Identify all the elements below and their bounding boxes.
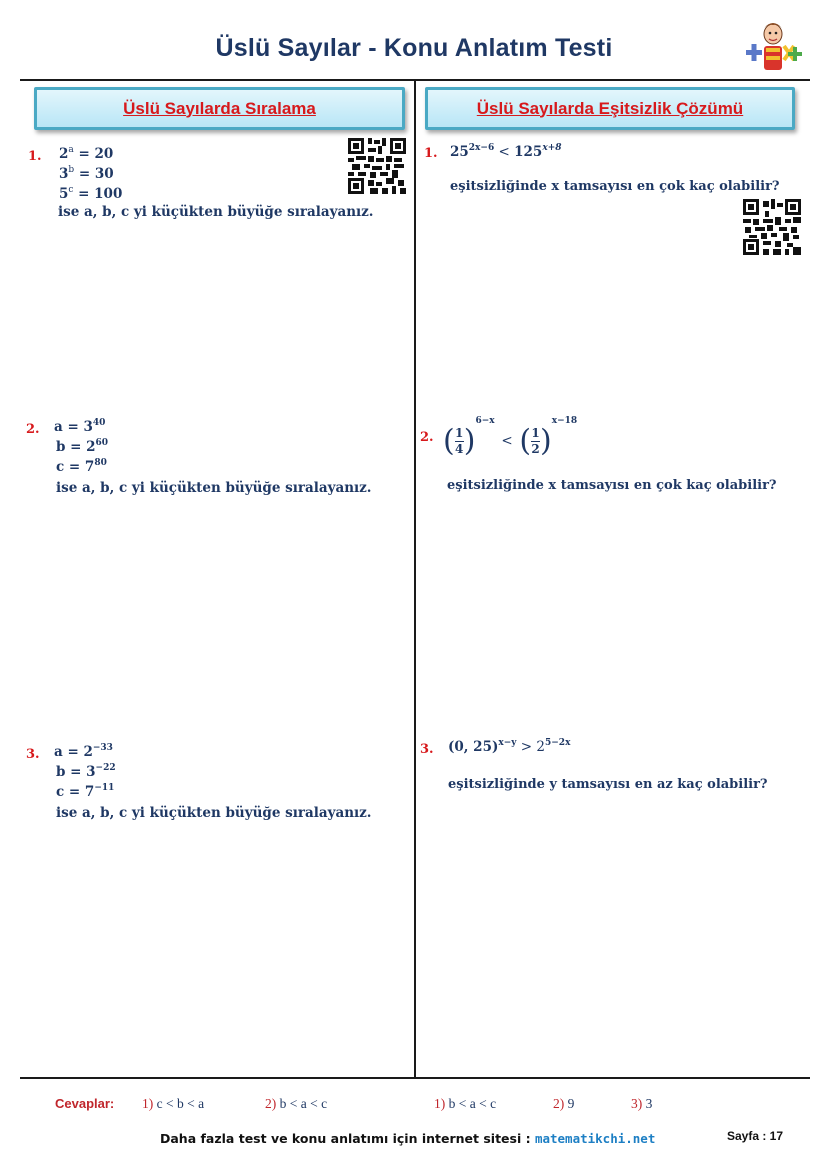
right-question-1 [424,143,824,203]
inequality-expression: ( $\frac{1}{4}$ )$^{6-x}$ < ( $\frac{1}{2}$ )$^{x-18}$ [443,416,578,459]
answers-label: Cevaplar: [55,1096,115,1111]
question-prompt: eşitsizliğinde y tamsayısı en az kaç olabilir? [448,777,768,792]
question-prompt: eşitsizliğinde x tamsayısı en çok kaç olabilir? [450,179,780,194]
right-question-3 [420,738,820,798]
qr-code-icon[interactable] [348,138,406,194]
section-banner-esitsizlik [425,87,795,130]
question-number: 2. [420,430,434,445]
question-number: 1. [28,149,42,164]
page-number: Sayfa : 17 [727,1129,784,1143]
question-number: 3. [26,747,40,762]
answer-left-2: 2) b < a < c [265,1096,328,1111]
page-title: Üslü Sayılar - Konu Anlatım Testi [215,34,613,62]
answer-right-3: 3) 3 [631,1096,653,1111]
footer-rule [20,1077,810,1079]
equation-line: $b = 2^{60}$ [56,438,109,455]
question-prompt: eşitsizliğinde x tamsayısı en çok kaç olabilir? [447,478,777,493]
question-number: 1. [424,146,438,161]
question-number: 3. [420,742,434,757]
inequality-expression: $25^{2x-6} < 125^{x+8}$ [450,143,562,160]
question-prompt: ise a, b, c yi küçükten büyüğe sıralayanız. [56,805,372,821]
equation-line: $3^b = 30$ [59,165,114,182]
site-link[interactable]: matematikchi.net [534,1131,656,1146]
right-question-2 [420,412,820,497]
answer-right-2: 2) 9 [553,1096,575,1111]
section-title: Üslü Sayılarda Sıralama [123,98,316,118]
equation-line: $a = 3^{40}$ [54,418,106,435]
footer-text: Daha fazla test ve konu anlatımı için internet sitesi : matematikchi.net [160,1131,656,1146]
left-question-3 [26,741,416,831]
equation-line: $a = 2^{-33}$ [54,743,113,760]
equation-line: $c = 7^{80}$ [56,458,107,475]
equation-line: $b = 3^{-22}$ [56,763,116,780]
inequality-expression: (0, $25)^{x-y} > 2^{5-2x}$ [448,738,571,755]
answer-right-1: 1) b < a < c [434,1096,497,1111]
equation-line: $c = 7^{-11}$ [56,783,115,800]
question-prompt: ise a, b, c yi küçükten büyüğe sıralayanız. [56,480,372,496]
qr-code-icon[interactable] [743,199,801,255]
question-prompt: ise a, b, c yi küçükten büyüğe sıralayanız. [58,204,374,220]
section-banner-siralama [34,87,405,130]
equation-line: $5^c = 100$ [59,185,123,202]
question-number: 2. [26,422,40,437]
answer-left-1: 1) c < b < a [142,1096,205,1111]
left-question-2 [26,416,416,506]
answer-key [0,1096,828,1116]
equation-line: $2^a = 20$ [59,145,114,162]
section-title: Üslü Sayılarda Eşitsizlik Çözümü [476,98,744,118]
math-mascot-icon [742,20,804,72]
